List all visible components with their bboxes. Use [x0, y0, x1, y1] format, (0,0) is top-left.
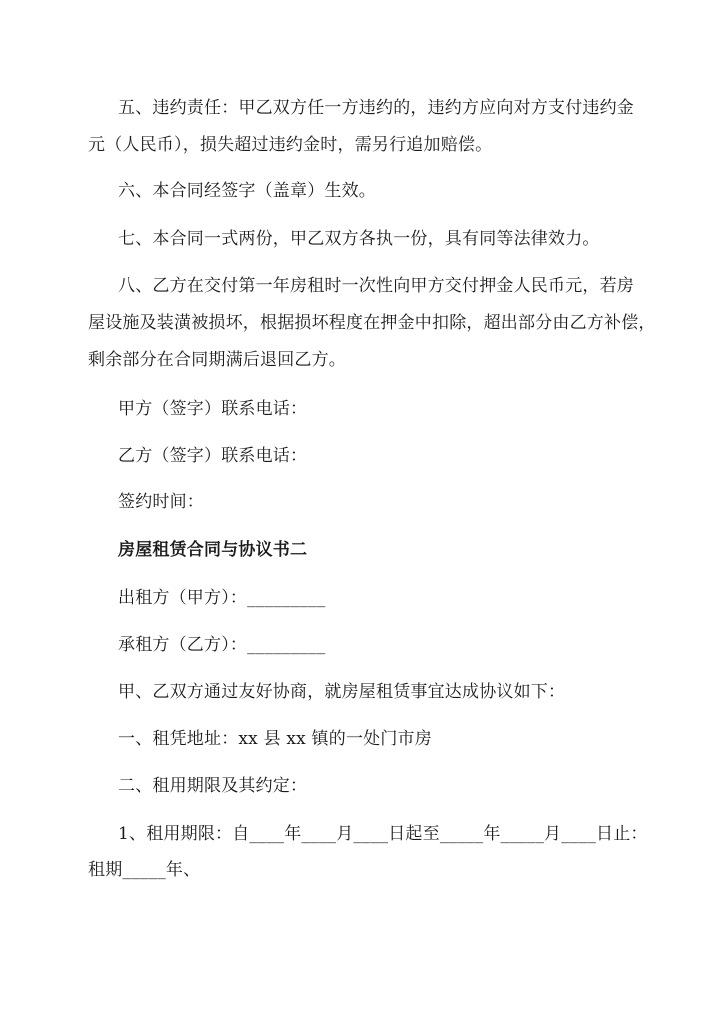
agreement-intro: 甲、乙双方通过友好协商，就房屋租赁事宜达成协议如下： [118, 682, 566, 702]
party-a-signature: 甲方（签字）联系电话： [118, 399, 308, 419]
term-line-2: 租期_____年、 [88, 860, 201, 880]
clause-6: 六、本合同经签字（盖章）生效。 [118, 181, 376, 201]
clause-5-line-2: 元（人民币），损失超过违约金时，需另行追加赔偿。 [88, 135, 493, 155]
lessee-line: 承租方（乙方）：_________ [118, 635, 326, 655]
signing-time: 签约时间： [118, 492, 204, 512]
item-2-term-heading: 二、租用期限及其约定： [118, 776, 308, 796]
clause-8-line-3: 剩余部分在合同期满后退回乙方。 [88, 350, 346, 370]
clause-8-line-2: 屋设施及装潢被损坏，根据损坏程度在押金中扣除，超出部分由乙方补偿， [88, 313, 656, 333]
clause-5-line-1: 五、违约责任：甲乙双方任一方违约的，违约方应向对方支付违约金 [118, 98, 634, 118]
party-b-signature: 乙方（签字）联系电话： [118, 446, 308, 466]
clause-7: 七、本合同一式两份，甲乙双方各执一份，具有同等法律效力。 [118, 229, 600, 249]
item-1-address: 一、租凭地址：xx 县 xx 镇的一处门市房 [118, 729, 432, 749]
section-title: 房屋租赁合同与协议书二 [118, 540, 308, 560]
term-line-1: 1、租用期限：自____年____月____日起至_____年_____月____日止： [118, 824, 648, 844]
lessor-line: 出租方（甲方）：_________ [118, 588, 326, 608]
clause-8-line-1: 八、乙方在交付第一年房租时一次性向甲方交付押金人民币元，若房 [118, 276, 634, 296]
